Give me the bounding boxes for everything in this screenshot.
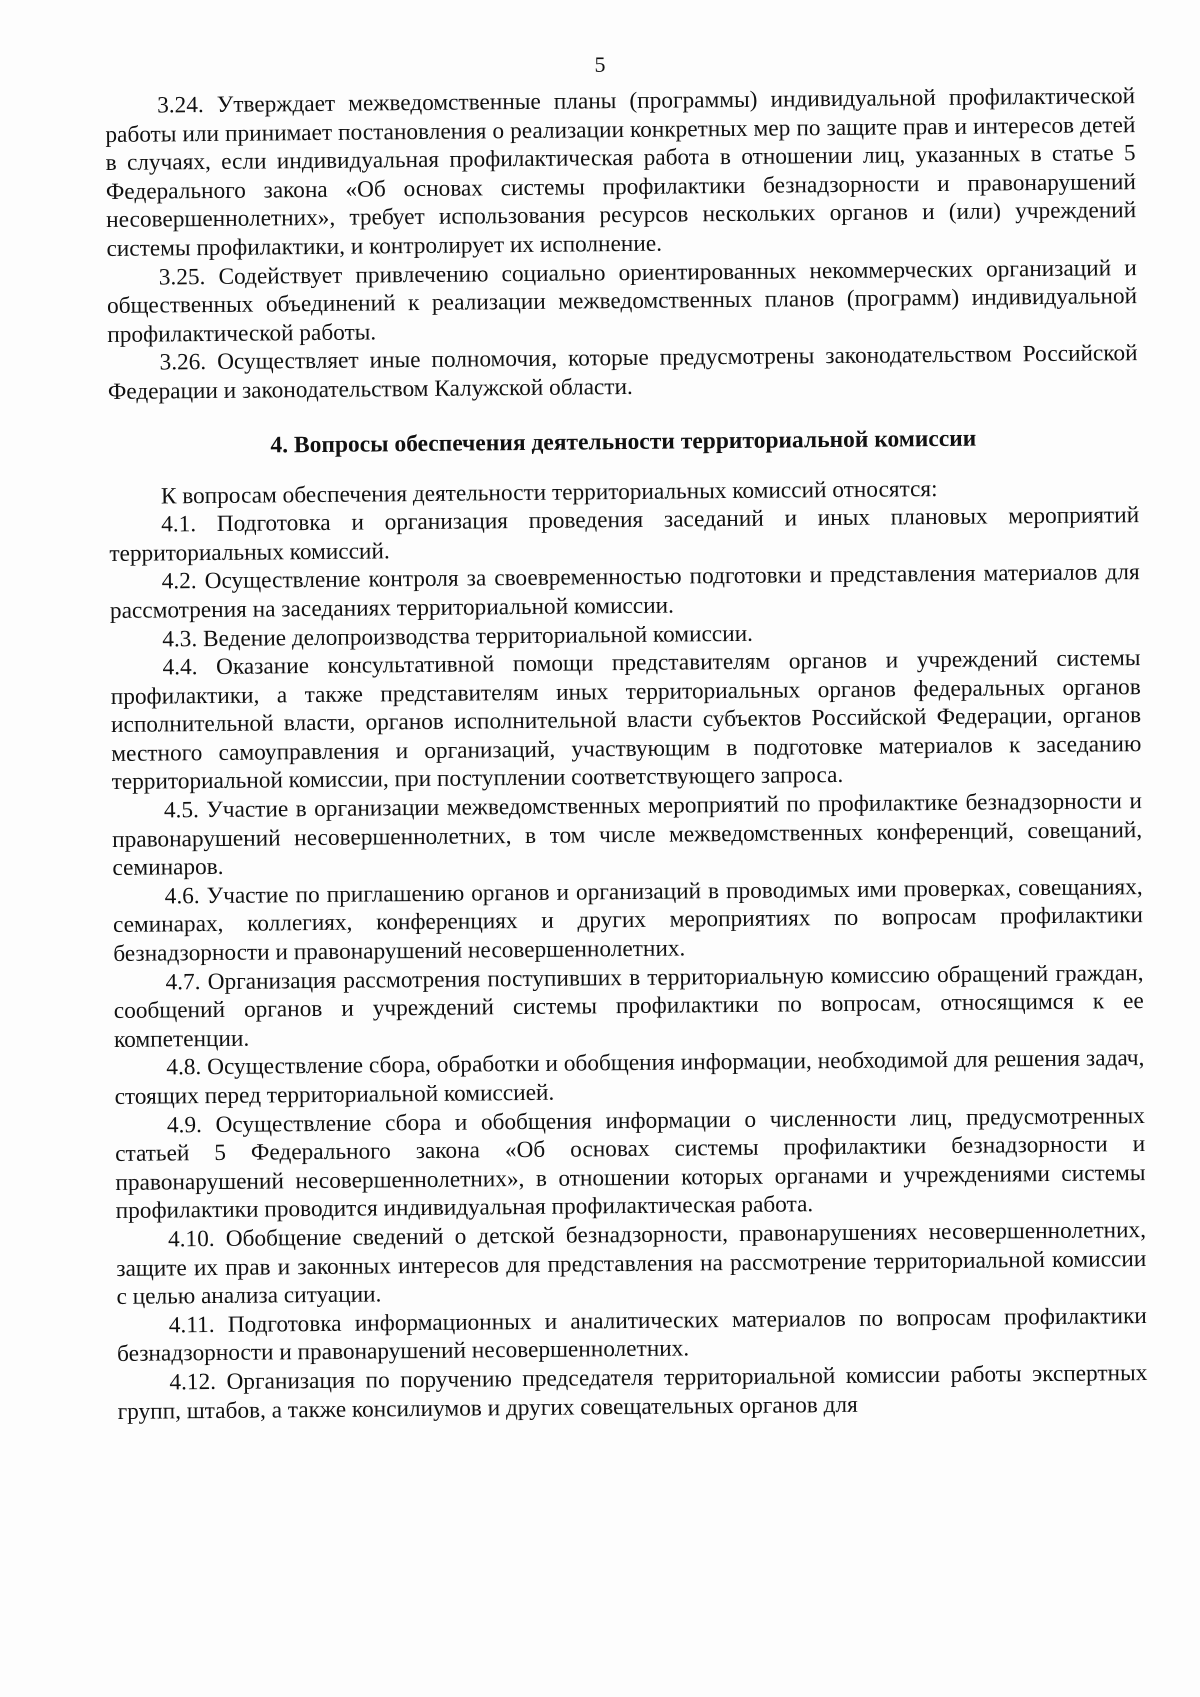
paragraph-4-7: 4.7. Организация рассмотрения поступивших в территориальную комиссию обращений граждан, сообщений органов и учреждений системы профилактики по вопросам, относящимся к ее компетенции. xyxy=(113,959,1144,1053)
paragraph-4-11: 4.11. Подготовка информационных и аналитических материалов по вопросам профилактики безнадзорности и правонарушений несовершеннолетних. xyxy=(116,1302,1147,1368)
paragraph-4-9: 4.9. Осуществление сбора и обобщения информации о численности лиц, предусмотренных статьей 5 Федерального закона «Об основах системы профилактики безнадзорности и правонарушений несовершеннолетних», в отношении которых органами и учреждениями системы профилактики проводится индивидуальная профилактическая работа. xyxy=(115,1102,1146,1225)
page-number: 5 xyxy=(594,52,606,77)
paragraph-4-1: 4.1. Подготовка и организация проведения заседаний и иных плановых мероприятий территориальных комиссий. xyxy=(109,502,1140,567)
section-4-intro: К вопросам обеспечения деятельности территориальных комиссий относятся: xyxy=(160,475,938,510)
paragraph-4-8: 4.8. Осуществление сбора, обработки и обобщения информации, необходимой для решения задач, стоящих перед территориальной комиссией. xyxy=(114,1045,1145,1110)
paragraph-3-24: 3.24. Утверждает межведомственные планы (программы) индивидуальной профилактической работы или принимает постановления о реализации конкретных мер по защите прав и интересов детей в случаях, если индивидуальная профилактическая работа в отношении лиц, указанных в статье 5 Федерального закона «Об основах системы профилактики безнадзорности и правонарушений несовершеннолетних», требует использования ресурсов нескольких органов и (или) учреждений системы профилактики, и контролирует их исполнение. xyxy=(105,83,1137,262)
document-body xyxy=(105,82,1148,1426)
paragraph-4-5: 4.5. Участие в организации межведомственных мероприятий по профилактике безнадзорности и правонарушений несовершеннолетних, в том числе межведомственных конференций, совещаний, семинаров. xyxy=(112,788,1143,882)
paragraph-4-2: 4.2. Осуществление контроля за своевременностью подготовки и представления материалов для рассмотрения на заседаниях территориальной комиссии. xyxy=(109,559,1140,624)
paragraph-4-3: 4.3. Ведение делопроизводства территориальной комиссии. xyxy=(162,620,754,652)
paragraph-4-12: 4.12. Организация по поручению председателя территориальной комиссии работы экспертных групп, штабов, а также консилиумов и других совещательных органов для xyxy=(117,1359,1148,1425)
paragraph-4-10: 4.10. Обобщение сведений о детской безнадзорности, правонарушениях несовершеннолетних, защите их прав и законных интересов для представления на рассмотрение территориальной комиссии с целью анализа ситуации. xyxy=(116,1217,1147,1311)
paragraph-3-25: 3.25. Содействует привлечению социально ориентированных некоммерческих организаций и общественных объединений к реализации межведомственных планов (программ) индивидуальной профилактической работы. xyxy=(106,254,1138,348)
section-4-heading: 4. Вопросы обеспечения деятельности территориальной комиссии xyxy=(270,425,977,458)
paragraph-3-26: 3.26. Осуществляет иные полномочия, которые предусмотрены законодательством Российской Федерации и законодательством Калужской области. xyxy=(107,340,1138,405)
paragraph-4-6: 4.6. Участие по приглашению органов и организаций в проводимых ими проверках, совещаниях, семинарах, коллегиях, конференциях и других мероприятиях по вопросам профилактики безнадзорности и правонарушений несовершеннолетних. xyxy=(112,873,1144,967)
paragraph-4-4: 4.4. Оказание консультативной помощи представителям органов и учреждений системы профилактики, а также представителям иных территориальных органов федеральных органов исполнительной власти, органов исполнительной власти субъектов Российской Федерации, органов местного самоуправления и организаций, участвующим в подготовке материалов к заседанию территориальной комиссии, при поступлении соответствующего запроса. xyxy=(110,645,1142,796)
